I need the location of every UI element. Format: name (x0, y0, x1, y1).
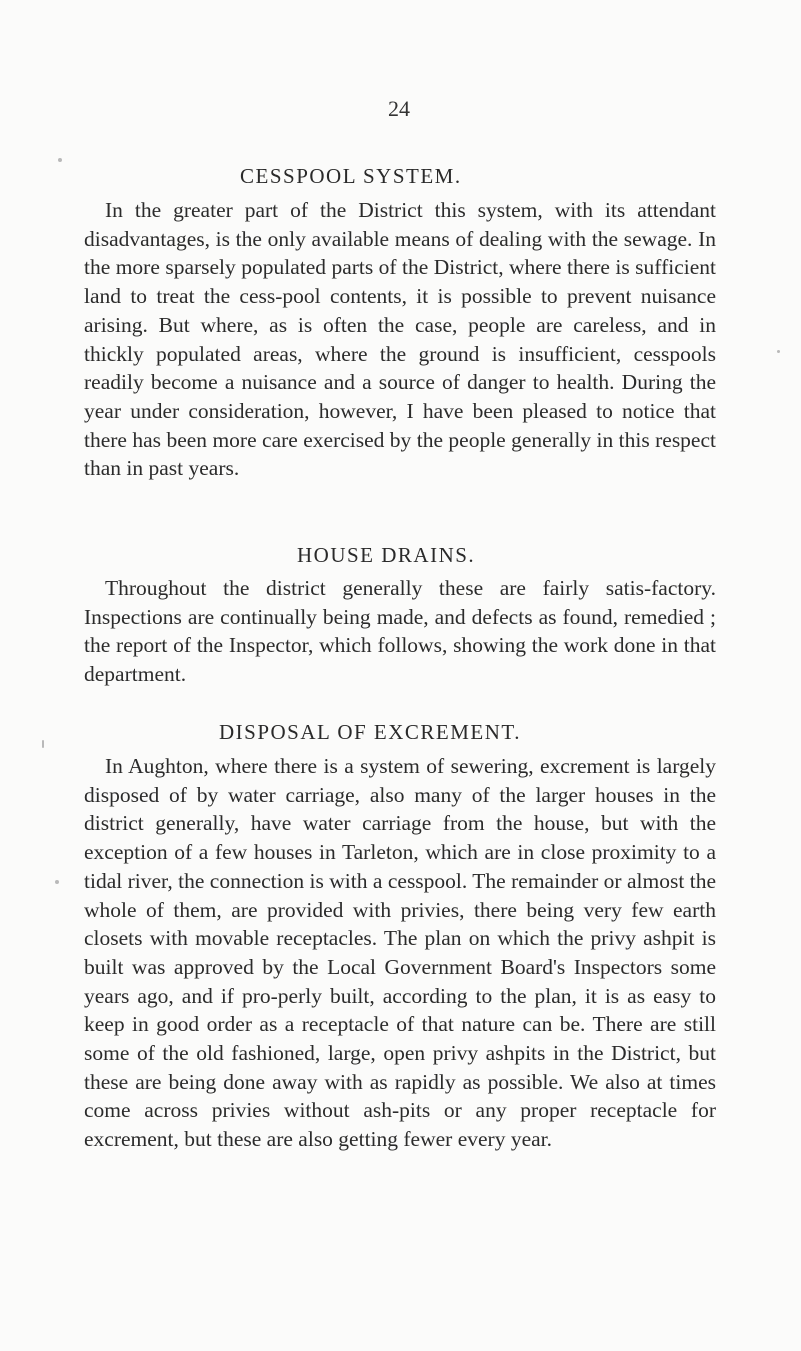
section-body-house-drains: Throughout the district generally these are fairly satis-factory. Inspections are continually being made, and defects as found, remedied ; the report of the Inspector, which follows, showing the work done in that department. (84, 576, 716, 687)
section-heading-house-drains: HOUSE DRAINS. (297, 543, 476, 567)
scan-speck (777, 350, 780, 353)
scan-speck (42, 740, 44, 748)
page-number: 24 (388, 96, 410, 121)
scan-speck (55, 880, 59, 884)
section-body-disposal-of-excrement: In Aughton, where there is a system of sewering, excrement is largely disposed of by water carriage, also many of the larger houses in the district generally, have water carriage from the house, but with the exception of a few houses in Tarleton, which are in close proximity to a tidal river, the connection is with a cesspool. The remainder or almost the whole of them, are provided with privies, there being very few earth closets with movable receptacles. The plan on which the privy ashpit is built was approved by the Local Government Board's Inspectors some years ago, and if pro-perly built, according to the plan, it is as easy to keep in good order as a receptacle of that nature can be. There are still some of the old fashioned, large, open privy ashpits in the District, but these are being done away with as rapidly as possible. We also at times come across privies without ash-pits or any proper receptacle for excrement, but these are also getting fewer every year. (84, 754, 716, 1152)
scan-speck (58, 158, 62, 162)
section-body-cesspool-system: In the greater part of the District this system, with its attendant disadvantages, is the only available means of dealing with the sewage. In the more sparsely populated parts of the District, where there is sufficient land to treat the cess-pool contents, it is possible to prevent nuisance arising. But where, as is often the case, people are careless, and in thickly populated areas, where the ground is insufficient, cesspools readily become a nuisance and a source of danger to health. During the year under consideration, however, I have been pleased to notice that there has been more care exercised by the people generally in this respect than in past years. (84, 198, 716, 481)
section-heading-disposal-of-excrement: DISPOSAL OF EXCREMENT. (219, 720, 521, 744)
section-heading-cesspool-system: CESSPOOL SYSTEM. (240, 164, 462, 188)
